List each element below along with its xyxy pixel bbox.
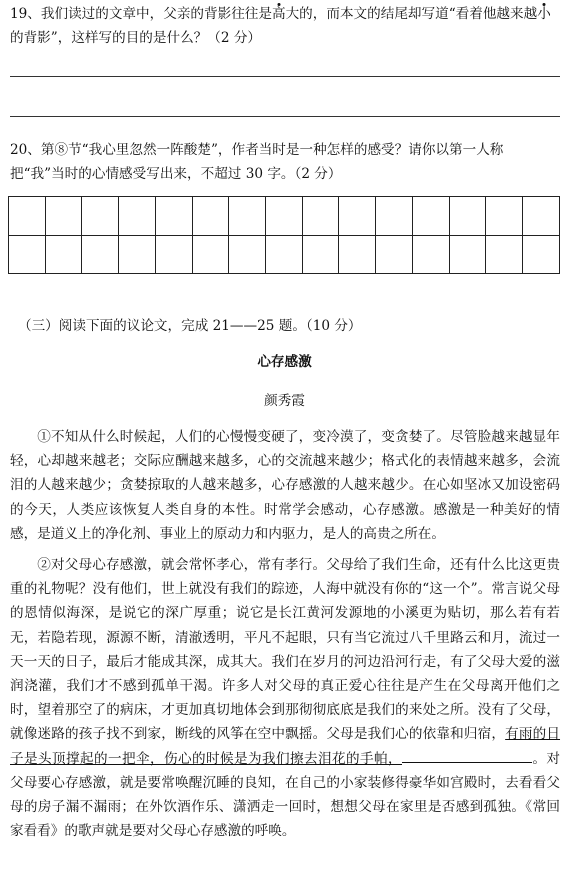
grid-cell[interactable]: [523, 197, 560, 236]
grid-cell[interactable]: [119, 197, 156, 236]
q19-text-c: 的背影”，这样写的目的是什么？（2 分）: [10, 30, 262, 46]
grid-row: [9, 235, 560, 274]
paragraph-2-text-b: 。对父母要心存感激，就是要常唤醒沉睡的良知，在自己的小家装修得豪华如宫殿时，去看看父母的房子漏不漏雨；在外饮酒作乐、潇洒走一回时，想想父母在家里是否感到孤独。《常回家看看》的歌声就是要对父母心存感激的呼唤。: [10, 750, 560, 840]
grid-cell[interactable]: [192, 197, 229, 236]
grid-cell[interactable]: [376, 197, 413, 236]
question-19: [10, 2, 558, 50]
grid-cell[interactable]: [376, 235, 413, 274]
grid-cell[interactable]: [412, 197, 449, 236]
grid-cell[interactable]: [119, 235, 156, 274]
answer-line-2[interactable]: [10, 116, 560, 117]
paragraph-2-text-a: ②对父母心存感激，就会常怀孝心，常有孝行。父母给了我们生命，还有什么比这更贵重的礼物呢？没有他们，世上就没有我们的踪迹，人海中就没有你的“这一个”。常言说父母的恩情似海深，是说它的深广厚重；说它是长江黄河发源地的小溪更为贴切，那么若有若无，若隐若现，源源不断，清澈透明，平凡不起眼，只有当它流过八千里路云和月，流过一天一天的日子，最后才能成其深，成其大。我们在岁月的河边沿河行走，有了父母大爱的滋润浇灌，我们才不感到孤单干渴。许多人对父母的真正爱心往往是产生在父母离开他们之时，望着那空了的病床，才更加真切地体会到那彻彻底底是我们的来处之所。没有了父母，就像迷路的孩子找不到家，断线的风筝在空中飘摇。父母是我们心的依靠和归宿，: [10, 557, 560, 743]
grid-cell[interactable]: [523, 235, 560, 274]
emphasis-dot-xiao: 小: [537, 6, 551, 22]
grid-cell[interactable]: [486, 235, 523, 274]
grid-cell[interactable]: [82, 197, 119, 236]
grid-cell[interactable]: [45, 197, 82, 236]
grid-cell[interactable]: [266, 235, 303, 274]
fill-blank[interactable]: [402, 748, 532, 763]
grid-cell[interactable]: [339, 197, 376, 236]
article-author: 颜秀霞: [264, 393, 305, 409]
paragraph-1: ①不知从什么时候起，人们的心慢慢变硬了，变冷漠了，变贪婪了。尽管脸越来越显年轻，心却越来越老；交际应酬越来越多，心的交流越来越少；格式化的表情越来越多，会流泪的人越来越少；贪婪掠取的人越来越多，心存感激的人越来越少。在心如坚冰又加设密码的今天，人类应该恢复人类自身的本性。时常学会感动，心存感激。感激是一种美好的情感，是道义上的净化剂、事业上的原动力和内驱力，是人的高贵之所在。: [10, 429, 560, 542]
grid-cell[interactable]: [229, 197, 266, 236]
grid-cell[interactable]: [155, 197, 192, 236]
article-title: 心存感激: [257, 354, 312, 370]
grid-cell[interactable]: [9, 235, 46, 274]
grid-cell[interactable]: [266, 197, 303, 236]
answer-line-1[interactable]: [10, 76, 560, 77]
answer-grid[interactable]: [8, 196, 560, 274]
grid-cell[interactable]: [229, 235, 266, 274]
paragraph-2: [10, 553, 560, 843]
q19-text-a: 19、我们读过的文章中，父亲的背影往往是: [10, 6, 272, 22]
grid-row: [9, 197, 560, 236]
grid-cell[interactable]: [486, 197, 523, 236]
grid-cell[interactable]: [449, 235, 486, 274]
section-3-heading: （三）阅读下面的议论文，完成 21——25 题。（10 分）: [18, 318, 362, 334]
grid-cell[interactable]: [45, 235, 82, 274]
q19-text-b: 大的，而本文的结尾却写道“看着他越来越: [285, 6, 538, 22]
grid-cell[interactable]: [339, 235, 376, 274]
grid-cell[interactable]: [302, 235, 339, 274]
grid-cell[interactable]: [82, 235, 119, 274]
grid-cell[interactable]: [412, 235, 449, 274]
question-20: 20、第⑧节“我心里忽然一阵酸楚”，作者当时是一种怎样的感受？请你以第一人称把“我”当时的心情感受写出来，不超过 30 字。（2 分）: [10, 142, 504, 182]
grid-cell[interactable]: [449, 197, 486, 236]
grid-cell[interactable]: [155, 235, 192, 274]
grid-cell[interactable]: [302, 197, 339, 236]
grid-cell[interactable]: [192, 235, 229, 274]
underlined-sentence: 有雨的日子是头顶撑起的一把伞，伤心的时候是为我们擦去泪花的手帕，: [10, 726, 561, 767]
grid-cell[interactable]: [9, 197, 46, 236]
emphasis-dot-gao: 高: [271, 6, 286, 22]
